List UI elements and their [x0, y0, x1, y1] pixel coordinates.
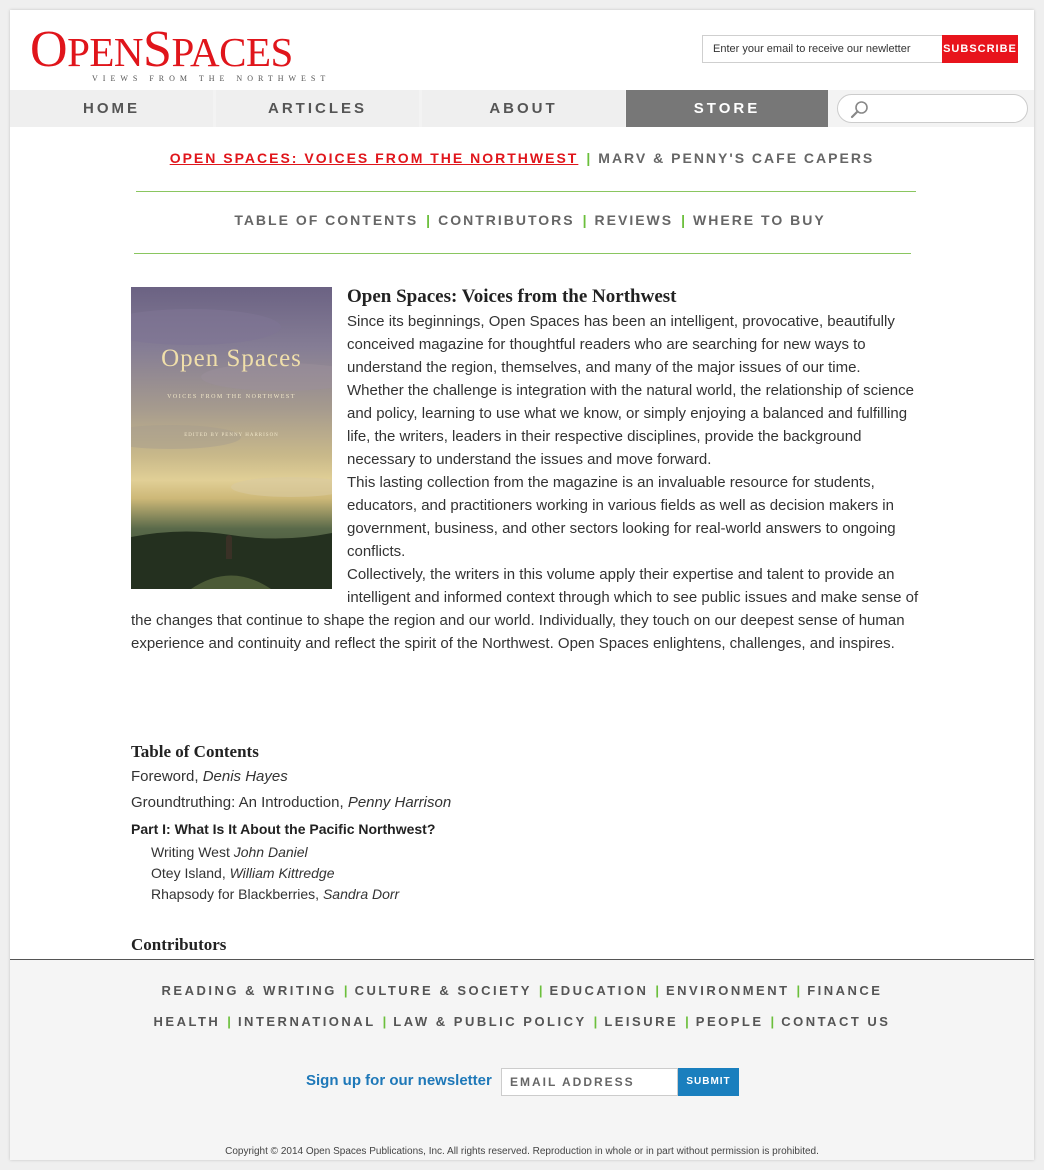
search-icon: [850, 100, 870, 120]
toc-item: [131, 764, 911, 790]
footer-link-education[interactable]: EDUCATION: [549, 983, 649, 998]
footer-link-people[interactable]: PEOPLE: [695, 1014, 764, 1029]
link-table-of-contents[interactable]: TABLE OF CONTENTS: [234, 212, 419, 228]
separator: |: [685, 1014, 689, 1029]
logo-text-paces: PACES: [171, 29, 293, 75]
cover-subtitle: VOICES FROM THE NORTHWEST: [167, 394, 296, 400]
toc-item-title: Writing West: [151, 844, 230, 860]
toc-item-title: Foreword,: [131, 768, 199, 785]
newsletter-submit-button[interactable]: SUBMIT: [678, 1068, 739, 1096]
table-of-contents: [131, 740, 911, 905]
separator: |: [681, 212, 686, 228]
contributors-heading: Contributors: [131, 935, 227, 954]
description-paragraph: This lasting collection from the magazine is an invaluable resource for students, educators, and practitioners working in various fields as well as decision makers in government, business, and other sectors looking for real-world answers to ongoing conflicts.: [347, 474, 896, 560]
toc-item-title: Groundtruthing: An Introduction,: [131, 794, 344, 811]
main-nav: [10, 90, 1034, 127]
separator: |: [586, 150, 591, 166]
link-cafe-capers[interactable]: MARV & PENNY'S CAFE CAPERS: [598, 150, 875, 166]
newsletter-subscribe: [702, 35, 1018, 63]
toc-item-author: William Kittredge: [229, 865, 335, 881]
footer-link-law-public-policy[interactable]: LAW & PUBLIC POLICY: [393, 1014, 587, 1029]
toc-item-title: Otey Island,: [151, 865, 226, 881]
separator: |: [426, 212, 431, 228]
description-paragraph: Collectively, the writers in this volume apply their expertise and talent to provide an intelligent and informed context through which to see public issues and make sense of the changes that continue to shape the region and our world. Individually, they touch on our deepest sense of human experience and continuity and reflect the spirit of the Northwest. Open Spaces enlightens, challenges, and inspires.: [131, 566, 919, 652]
subscribe-email-input[interactable]: Enter your email to receive our newletter: [702, 35, 942, 63]
separator: |: [343, 983, 348, 998]
book-links: [10, 150, 1034, 166]
toc-item-author: Denis Hayes: [202, 768, 288, 785]
separator: |: [593, 1014, 598, 1029]
nav-articles[interactable]: ARTICLES: [216, 90, 419, 127]
page-frame: [10, 10, 1034, 1160]
separator: |: [582, 212, 587, 228]
link-open-spaces-book[interactable]: OPEN SPACES: VOICES FROM THE NORTHWEST: [169, 150, 579, 166]
toc-item: [131, 790, 911, 816]
footer-link-reading-writing[interactable]: READING & WRITING: [161, 983, 337, 998]
footer-link-culture-society[interactable]: CULTURE & SOCIETY: [354, 983, 532, 998]
footer-link-contact-us[interactable]: CONTACT US: [781, 1014, 891, 1029]
nav-store[interactable]: STORE: [626, 90, 828, 127]
toc-item-author: Sandra Dorr: [322, 886, 400, 902]
logo-tagline: VIEWS FROM THE NORTHWEST: [92, 74, 331, 83]
newsletter-label: Sign up for our newsletter: [306, 1072, 492, 1089]
divider: [136, 191, 916, 192]
toc-item: [131, 842, 911, 863]
description-paragraph: Since its beginnings, Open Spaces has been an intelligent, provocative, beautifully conceived magazine for thoughtful readers who are searching for new ways to understand the region, themselves, and many of the major issues of our time.: [347, 313, 895, 376]
separator: |: [382, 1014, 387, 1029]
toc-part-heading: Part I: What Is It About the Pacific Northwest?: [131, 821, 436, 837]
newsletter-email-input[interactable]: EMAIL ADDRESS: [501, 1068, 678, 1096]
toc-item-author: John Daniel: [233, 844, 308, 860]
link-contributors[interactable]: CONTRIBUTORS: [438, 212, 575, 228]
nav-home[interactable]: HOME: [10, 90, 213, 127]
toc-item-title: Rhapsody for Blackberries,: [151, 886, 320, 902]
subscribe-button[interactable]: SUBSCRIBE: [942, 35, 1018, 63]
book-title: Open Spaces: Voices from the Northwest: [347, 286, 677, 307]
nav-about[interactable]: ABOUT: [422, 90, 625, 127]
footer-link-finance[interactable]: FINANCE: [807, 983, 883, 998]
toc-heading: Table of Contents: [131, 742, 259, 761]
toc-item-author: Penny Harrison: [347, 794, 452, 811]
logo-letter-s: S: [143, 21, 172, 78]
separator: |: [796, 983, 801, 998]
link-where-to-buy[interactable]: WHERE TO BUY: [693, 212, 826, 228]
cover-editor: EDITED BY PENNY HARRISON: [184, 433, 279, 438]
separator: |: [770, 1014, 775, 1029]
description-paragraph: Whether the challenge is integration with the natural world, the relationship of science and policy, learning to use what we know, or simply enjoying a balanced and fulfilling life, the writers, leaders in their respective disciplines, provide the background necessary to understand the issues and move forward.: [347, 382, 914, 468]
divider: [134, 253, 911, 254]
footer-link-health[interactable]: HEALTH: [153, 1014, 221, 1029]
logo-text-pen: PEN: [67, 29, 144, 75]
separator: |: [655, 983, 659, 998]
toc-item: [131, 863, 911, 884]
logo-letter-o: O: [30, 21, 68, 78]
footer-links-row: [10, 983, 1034, 998]
footer-link-international[interactable]: INTERNATIONAL: [237, 1014, 376, 1029]
search-input[interactable]: [837, 94, 1028, 123]
footer: [10, 959, 1034, 1160]
copyright-notice: Copyright © 2014 Open Spaces Publications, Inc. All rights reserved. Reproduction in whole or in part without permission is prohibited.: [225, 1146, 819, 1157]
footer-links-row: [10, 1014, 1034, 1029]
toc-item: [131, 884, 911, 905]
site-logo[interactable]: [30, 21, 331, 88]
footer-link-environment[interactable]: ENVIRONMENT: [665, 983, 790, 998]
separator: |: [538, 983, 543, 998]
link-reviews[interactable]: REVIEWS: [594, 212, 674, 228]
separator: |: [227, 1014, 231, 1029]
footer-link-leisure[interactable]: LEISURE: [604, 1014, 679, 1029]
cover-title: Open Spaces: [161, 345, 302, 372]
book-description: [131, 284, 919, 655]
section-links: [10, 212, 1034, 228]
